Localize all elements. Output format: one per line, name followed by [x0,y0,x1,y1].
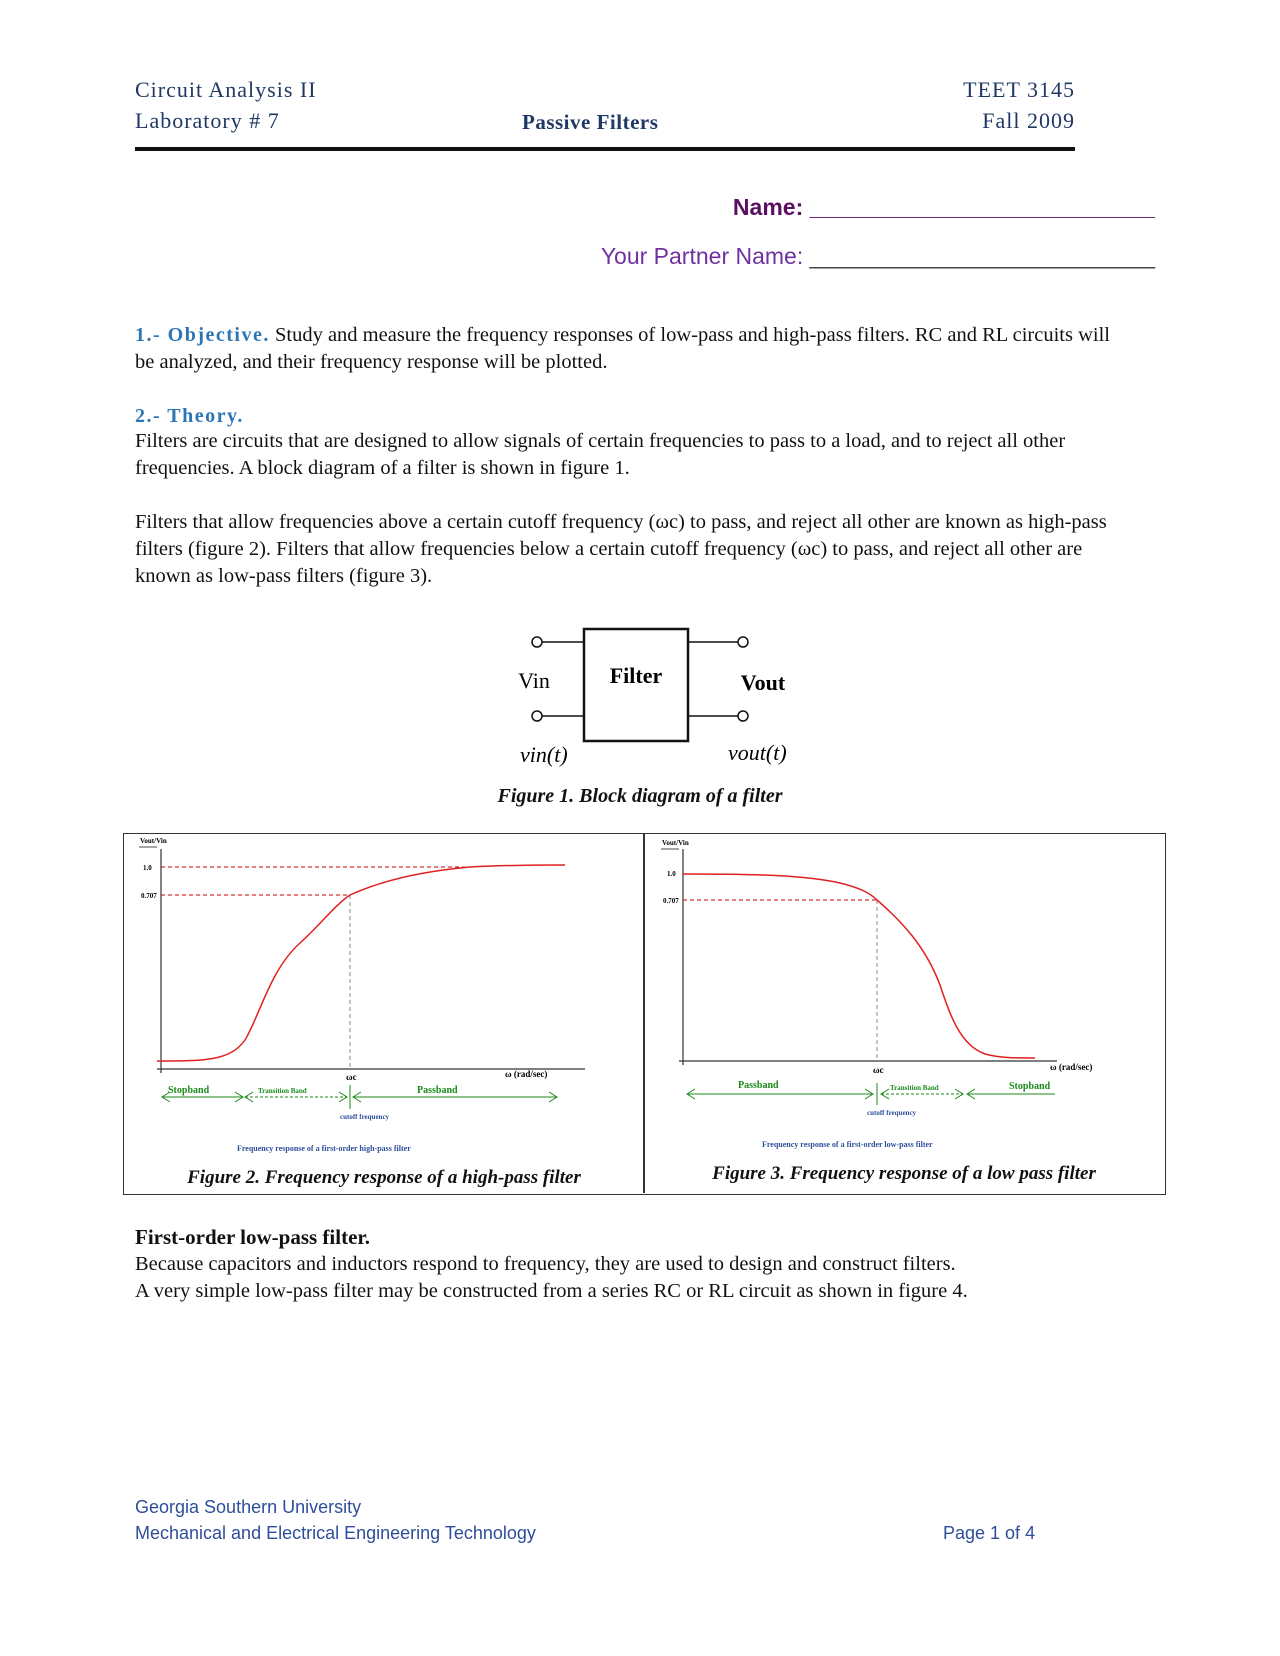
y-tick-0707: 0.707 [141,892,157,900]
transition-band-label: Transition Band [258,1087,307,1095]
vin-t-label: vin(t) [520,742,568,767]
figure3-lowpass-chart [645,835,1163,1157]
passband-label: Passband [738,1080,779,1091]
objective-heading: 1.- Objective. [135,324,270,346]
x-axis-label: ω (rad/sec) [1050,1062,1093,1072]
name-field[interactable] [733,194,1155,221]
theory-paragraph-2: Filters that allow frequencies above a certain cutoff frequency (ωc) to pass, and reject all other are known as high-pass filters (figure 2). Filters that allow frequencies below a certain cutoff frequency (ωc) to pass, and reject all other are known as low-pass filters (figure 3). [135,511,1107,587]
wc-label: ωc [346,1072,357,1082]
transition-band-label: Transition Band [890,1084,939,1092]
output-terminal-top [738,637,748,647]
lowpass-response-curve [683,874,1035,1058]
footer-university: Georgia Southern University [135,1497,362,1517]
y-tick-1: 1.0 [667,870,676,878]
y-axis-label: Vout/Vin [140,837,167,845]
figure2-caption: Figure 2. Frequency response of a high-pass filter [187,1167,581,1188]
output-terminal-bottom [738,711,748,721]
lab-title: Passive Filters [522,110,659,134]
omega-c: ωc [797,538,821,560]
stopband-label: Stopband [168,1085,210,1096]
y-tick-0707: 0.707 [663,897,679,905]
y-tick-1: 1.0 [143,864,152,872]
partner-blank[interactable]: ___________________________ [809,243,1155,269]
name-blank[interactable]: ___________________________ [809,194,1155,220]
footer-department: Mechanical and Electrical Engineering Technology [135,1523,536,1543]
vout-label: Vout [740,670,786,695]
theory-heading: 2.- Theory. [135,405,244,427]
figure2-highpass-chart [125,835,643,1157]
theory-paragraph-1: Filters are circuits that are designed to allow signals of certain frequencies to pass to a load, and to reject all other frequencies. A block diagram of a filter is shown in figure 1. [135,430,1066,479]
vin-label: Vin [518,668,550,693]
lowpass-line-2: A very simple low-pass filter may be constructed from a series RC or RL circuit as shown in figure 4. [135,1280,968,1302]
cutoff-label: cutoff frequency [867,1109,917,1117]
lab-number: Laboratory # 7 [135,108,280,133]
course-code: TEET 3145 [963,77,1075,102]
course-title: Circuit Analysis II [135,77,317,102]
filter-label: Filter [609,663,663,688]
footer-page-number: Page 1 of 4 [943,1523,1036,1543]
input-terminal-top [532,637,542,647]
input-terminal-bottom [532,711,542,721]
passband-label: Passband [417,1085,458,1096]
figure1-caption: Figure 1. Block diagram of a filter [497,785,783,807]
partner-name-field[interactable] [601,243,1155,270]
y-axis-label: Vout/Vin [662,839,689,847]
highpass-response-curve [157,865,565,1061]
partner-label: Your Partner Name: [600,243,804,269]
omega-c: ωc [655,511,679,533]
name-label: Name: [732,194,804,220]
header-rule [135,147,1075,151]
wc-label: ωc [873,1065,884,1075]
lowpass-line-1: Because capacitors and inductors respond to frequency, they are used to design and construct filters. [135,1253,956,1275]
figure2-inner-caption: Frequency response of a first-order high-pass filter [237,1144,411,1153]
objective-paragraph [135,322,1125,376]
vout-t-label: vout(t) [728,740,787,765]
figure3-inner-caption: Frequency response of a first-order low-pass filter [762,1140,933,1149]
stopband-label: Stopband [1009,1081,1051,1092]
objective-text: Study and measure the frequency responses of low-pass and high-pass filters. RC and RL circuits will be analyzed, and their frequency response will be plotted. [135,324,1110,373]
term: Fall 2009 [982,108,1075,133]
x-axis-label: ω (rad/sec) [505,1069,548,1079]
figure1-block-diagram [480,620,810,800]
lowpass-heading: First-order low-pass filter. [135,1225,371,1249]
figure3-caption: Figure 3. Frequency response of a low pass filter [712,1163,1096,1184]
cutoff-label: cutoff frequency [340,1113,390,1121]
